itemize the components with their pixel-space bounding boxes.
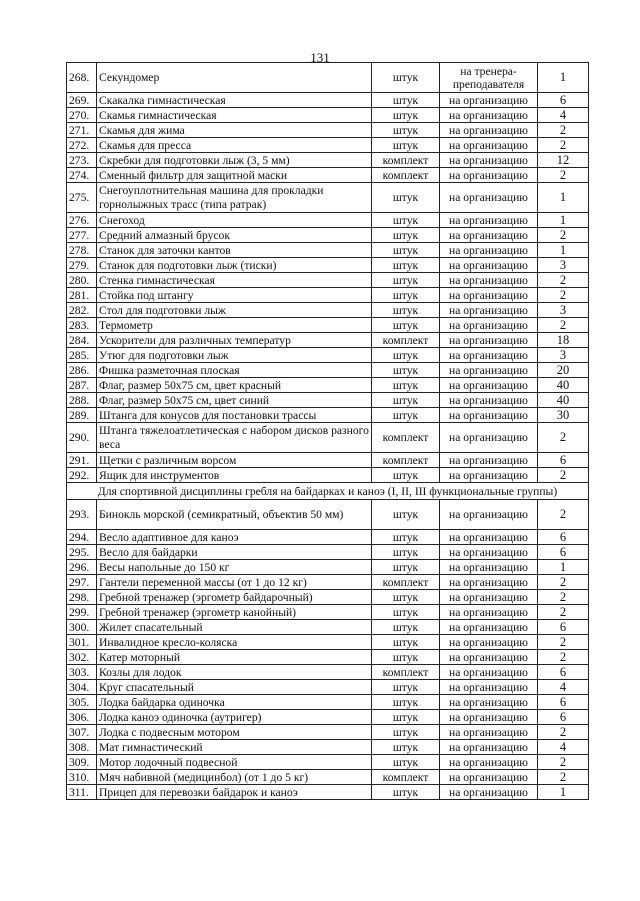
quantity-cell: 40: [538, 393, 589, 408]
row-number: 273.: [67, 153, 97, 168]
item-name: Станок для подготовки лыж (тиски): [97, 258, 372, 273]
norm-cell: на организацию: [440, 545, 538, 560]
quantity-cell: 30: [538, 408, 589, 423]
unit-cell: штук: [372, 530, 440, 545]
norm-cell: на организацию: [440, 228, 538, 243]
section-title: Для спортивной дисциплины гребля на байдарках и каноэ (I, II, III функциональные группы): [67, 483, 589, 500]
row-number: 269.: [67, 93, 97, 108]
quantity-cell: 2: [538, 575, 589, 590]
unit-cell: штук: [372, 363, 440, 378]
unit-cell: штук: [372, 650, 440, 665]
table-row: [67, 288, 589, 303]
table-row: [67, 393, 589, 408]
norm-cell: на организацию: [440, 680, 538, 695]
table-row: [67, 408, 589, 423]
unit-cell: штук: [372, 500, 440, 530]
item-name: Флаг, размер 50х75 см, цвет красный: [97, 378, 372, 393]
quantity-cell: 6: [538, 620, 589, 635]
row-number: 308.: [67, 740, 97, 755]
row-number: 274.: [67, 168, 97, 183]
item-name: Штанга для конусов для постановки трассы: [97, 408, 372, 423]
norm-cell: на организацию: [440, 468, 538, 483]
table-row: [67, 123, 589, 138]
norm-cell: на организацию: [440, 393, 538, 408]
norm-cell: на организацию: [440, 153, 538, 168]
table-row: [67, 183, 589, 213]
row-number: 288.: [67, 393, 97, 408]
item-name: Скребки для подготовки лыж (3, 5 мм): [97, 153, 372, 168]
row-number: 275.: [67, 183, 97, 213]
row-number: 306.: [67, 710, 97, 725]
quantity-cell: 2: [538, 635, 589, 650]
norm-cell: на организацию: [440, 575, 538, 590]
table-row: [67, 153, 589, 168]
norm-cell: на организацию: [440, 650, 538, 665]
norm-cell: на организацию: [440, 93, 538, 108]
quantity-cell: 6: [538, 695, 589, 710]
item-name: Весы напольные до 150 кг: [97, 560, 372, 575]
row-number: 276.: [67, 213, 97, 228]
norm-cell: на организацию: [440, 333, 538, 348]
unit-cell: штук: [372, 288, 440, 303]
item-name: Козлы для лодок: [97, 665, 372, 680]
norm-cell: на организацию: [440, 500, 538, 530]
table-row: [67, 575, 589, 590]
norm-cell: на организацию: [440, 123, 538, 138]
quantity-cell: 2: [538, 318, 589, 333]
table-row: [67, 213, 589, 228]
row-number: 307.: [67, 725, 97, 740]
unit-cell: штук: [372, 393, 440, 408]
table-row: [67, 348, 589, 363]
norm-cell: на организацию: [440, 348, 538, 363]
quantity-cell: 1: [538, 560, 589, 575]
table-row: [67, 258, 589, 273]
table-row: [67, 453, 589, 468]
unit-cell: штук: [372, 318, 440, 333]
row-number: 290.: [67, 423, 97, 453]
quantity-cell: 2: [538, 123, 589, 138]
section-header-row: [67, 483, 589, 500]
norm-cell: на организацию: [440, 213, 538, 228]
quantity-cell: 6: [538, 665, 589, 680]
norm-cell: на организацию: [440, 605, 538, 620]
table-row: [67, 755, 589, 770]
norm-cell: на организацию: [440, 408, 538, 423]
item-name: Прицеп для перевозки байдарок и каноэ: [97, 785, 372, 800]
quantity-cell: 4: [538, 680, 589, 695]
table-row: [67, 590, 589, 605]
unit-cell: штук: [372, 138, 440, 153]
item-name: Ящик для инструментов: [97, 468, 372, 483]
item-name: Лодка каноэ одиночка (аутригер): [97, 710, 372, 725]
unit-cell: штук: [372, 468, 440, 483]
quantity-cell: 6: [538, 710, 589, 725]
unit-cell: штук: [372, 273, 440, 288]
item-name: Гантели переменной массы (от 1 до 12 кг): [97, 575, 372, 590]
quantity-cell: 3: [538, 258, 589, 273]
unit-cell: штук: [372, 695, 440, 710]
quantity-cell: 2: [538, 423, 589, 453]
item-name: Скакалка гимнастическая: [97, 93, 372, 108]
item-name: Мяч набивной (медицинбол) (от 1 до 5 кг): [97, 770, 372, 785]
item-name: Флаг, размер 50х75 см, цвет синий: [97, 393, 372, 408]
unit-cell: комплект: [372, 575, 440, 590]
quantity-cell: 1: [538, 183, 589, 213]
table-row: [67, 93, 589, 108]
item-name: Фишка разметочная плоская: [97, 363, 372, 378]
row-number: 304.: [67, 680, 97, 695]
row-number: 292.: [67, 468, 97, 483]
norm-cell: на организацию: [440, 453, 538, 468]
item-name: Гребной тренажер (эргометр байдарочный): [97, 590, 372, 605]
unit-cell: штук: [372, 303, 440, 318]
row-number: 301.: [67, 635, 97, 650]
unit-cell: штук: [372, 725, 440, 740]
row-number: 298.: [67, 590, 97, 605]
quantity-cell: 1: [538, 785, 589, 800]
row-number: 270.: [67, 108, 97, 123]
quantity-cell: 2: [538, 228, 589, 243]
item-name: Штанга тяжелоатлетическая с набором дисков разного веса: [97, 423, 372, 453]
table-row: [67, 605, 589, 620]
table-row: [67, 545, 589, 560]
unit-cell: штук: [372, 258, 440, 273]
row-number: 310.: [67, 770, 97, 785]
table-row: [67, 725, 589, 740]
norm-cell: на организацию: [440, 378, 538, 393]
quantity-cell: 6: [538, 530, 589, 545]
quantity-cell: 6: [538, 453, 589, 468]
norm-cell: на организацию: [440, 665, 538, 680]
item-name: Бинокль морской (семикратный, объектив 50 мм): [97, 500, 372, 530]
norm-cell: на организацию: [440, 560, 538, 575]
unit-cell: штук: [372, 635, 440, 650]
norm-cell: на организацию: [440, 530, 538, 545]
norm-cell: на организацию: [440, 423, 538, 453]
table-row: [67, 273, 589, 288]
item-name: Гребной тренажер (эргометр канойный): [97, 605, 372, 620]
table-row: [67, 243, 589, 258]
norm-cell: на организацию: [440, 108, 538, 123]
page-number: 131: [310, 50, 330, 65]
quantity-cell: 18: [538, 333, 589, 348]
norm-cell: на организацию: [440, 138, 538, 153]
item-name: Скамья гимнастическая: [97, 108, 372, 123]
unit-cell: штук: [372, 213, 440, 228]
row-number: 271.: [67, 123, 97, 138]
table-row: [67, 228, 589, 243]
row-number: 294.: [67, 530, 97, 545]
unit-cell: штук: [372, 123, 440, 138]
item-name: Щетки с различным ворсом: [97, 453, 372, 468]
norm-cell: на организацию: [440, 590, 538, 605]
row-number: 296.: [67, 560, 97, 575]
norm-cell: на организацию: [440, 770, 538, 785]
table-row: [67, 423, 589, 453]
row-number: 286.: [67, 363, 97, 378]
quantity-cell: 3: [538, 303, 589, 318]
item-name: Мат гимнастический: [97, 740, 372, 755]
row-number: 280.: [67, 273, 97, 288]
item-name: Снегоход: [97, 213, 372, 228]
item-name: Жилет спасательный: [97, 620, 372, 635]
quantity-cell: 20: [538, 363, 589, 378]
unit-cell: штук: [372, 785, 440, 800]
unit-cell: штук: [372, 378, 440, 393]
table-row: [67, 318, 589, 333]
row-number: 278.: [67, 243, 97, 258]
row-number: 282.: [67, 303, 97, 318]
table-row: [67, 770, 589, 785]
item-name: Ускорители для различных температур: [97, 333, 372, 348]
row-number: 285.: [67, 348, 97, 363]
row-number: 284.: [67, 333, 97, 348]
quantity-cell: 6: [538, 93, 589, 108]
item-name: Весло для байдарки: [97, 545, 372, 560]
quantity-cell: 2: [538, 590, 589, 605]
equipment-table: [66, 62, 589, 800]
unit-cell: комплект: [372, 453, 440, 468]
table-row: [67, 740, 589, 755]
unit-cell: комплект: [372, 770, 440, 785]
item-name: Скамья для жима: [97, 123, 372, 138]
unit-cell: комплект: [372, 423, 440, 453]
norm-cell: на организацию: [440, 318, 538, 333]
unit-cell: штук: [372, 620, 440, 635]
item-name: Инвалидное кресло-коляска: [97, 635, 372, 650]
item-name: Круг спасательный: [97, 680, 372, 695]
table-row: [67, 680, 589, 695]
quantity-cell: 2: [538, 725, 589, 740]
unit-cell: комплект: [372, 168, 440, 183]
unit-cell: штук: [372, 63, 440, 93]
table-row: [67, 138, 589, 153]
table-row: [67, 665, 589, 680]
row-number: 295.: [67, 545, 97, 560]
norm-cell: на организацию: [440, 710, 538, 725]
norm-cell: на организацию: [440, 303, 538, 318]
item-name: Станок для заточки кантов: [97, 243, 372, 258]
unit-cell: штук: [372, 183, 440, 213]
unit-cell: штук: [372, 108, 440, 123]
unit-cell: штук: [372, 348, 440, 363]
table-row: [67, 468, 589, 483]
norm-cell: на организацию: [440, 755, 538, 770]
row-number: 291.: [67, 453, 97, 468]
table-row: [67, 620, 589, 635]
unit-cell: штук: [372, 93, 440, 108]
unit-cell: штук: [372, 680, 440, 695]
quantity-cell: 2: [538, 288, 589, 303]
quantity-cell: 4: [538, 740, 589, 755]
table-row: [67, 560, 589, 575]
unit-cell: штук: [372, 243, 440, 258]
item-name: Сменный фильтр для защитной маски: [97, 168, 372, 183]
norm-cell: на организацию: [440, 288, 538, 303]
row-number: 299.: [67, 605, 97, 620]
unit-cell: комплект: [372, 665, 440, 680]
table-row: [67, 303, 589, 318]
norm-cell: на организацию: [440, 273, 538, 288]
quantity-cell: 2: [538, 273, 589, 288]
norm-cell: на организацию: [440, 635, 538, 650]
unit-cell: штук: [372, 590, 440, 605]
quantity-cell: 12: [538, 153, 589, 168]
norm-cell: на тренера-преподавателя: [440, 63, 538, 93]
norm-cell: на организацию: [440, 620, 538, 635]
quantity-cell: 4: [538, 108, 589, 123]
norm-cell: на организацию: [440, 168, 538, 183]
table-row: [67, 378, 589, 393]
item-name: Утюг для подготовки лыж: [97, 348, 372, 363]
unit-cell: штук: [372, 710, 440, 725]
table-row: [67, 108, 589, 123]
item-name: Весло адаптивное для каноэ: [97, 530, 372, 545]
item-name: Стойка под штангу: [97, 288, 372, 303]
quantity-cell: 2: [538, 770, 589, 785]
norm-cell: на организацию: [440, 258, 538, 273]
item-name: Снегоуплотнительная машина для прокладки горнолыжных трасс (типа ратрак): [97, 183, 372, 213]
row-number: 303.: [67, 665, 97, 680]
norm-cell: на организацию: [440, 725, 538, 740]
row-number: 300.: [67, 620, 97, 635]
item-name: Скамья для пресса: [97, 138, 372, 153]
norm-cell: на организацию: [440, 695, 538, 710]
norm-cell: на организацию: [440, 785, 538, 800]
quantity-cell: 2: [538, 605, 589, 620]
unit-cell: штук: [372, 408, 440, 423]
item-name: Средний алмазный брусок: [97, 228, 372, 243]
row-number: 287.: [67, 378, 97, 393]
table-row: [67, 695, 589, 710]
table-row: [67, 635, 589, 650]
unit-cell: штук: [372, 560, 440, 575]
quantity-cell: 3: [538, 348, 589, 363]
table-row: [67, 333, 589, 348]
item-name: Стол для подготовки лыж: [97, 303, 372, 318]
quantity-cell: 6: [538, 545, 589, 560]
quantity-cell: 2: [538, 650, 589, 665]
norm-cell: на организацию: [440, 243, 538, 258]
row-number: 279.: [67, 258, 97, 273]
row-number: 268.: [67, 63, 97, 93]
item-name: Секундомер: [97, 63, 372, 93]
table-row: [67, 710, 589, 725]
row-number: 297.: [67, 575, 97, 590]
quantity-cell: 1: [538, 213, 589, 228]
norm-cell: на организацию: [440, 183, 538, 213]
quantity-cell: 2: [538, 500, 589, 530]
row-number: 289.: [67, 408, 97, 423]
quantity-cell: 2: [538, 468, 589, 483]
item-name: Термометр: [97, 318, 372, 333]
table-row: [67, 168, 589, 183]
item-name: Катер моторный: [97, 650, 372, 665]
norm-cell: на организацию: [440, 363, 538, 378]
quantity-cell: 1: [538, 63, 589, 93]
table-row: [67, 785, 589, 800]
unit-cell: штук: [372, 740, 440, 755]
norm-cell: на организацию: [440, 740, 538, 755]
table-row: [67, 63, 589, 93]
unit-cell: штук: [372, 605, 440, 620]
row-number: 281.: [67, 288, 97, 303]
quantity-cell: 2: [538, 168, 589, 183]
item-name: Мотор лодочный подвесной: [97, 755, 372, 770]
item-name: Лодка с подвесным мотором: [97, 725, 372, 740]
row-number: 293.: [67, 500, 97, 530]
table-row: [67, 650, 589, 665]
row-number: 311.: [67, 785, 97, 800]
row-number: 277.: [67, 228, 97, 243]
table-row: [67, 530, 589, 545]
unit-cell: штук: [372, 228, 440, 243]
row-number: 309.: [67, 755, 97, 770]
quantity-cell: 2: [538, 755, 589, 770]
row-number: 283.: [67, 318, 97, 333]
row-number: 302.: [67, 650, 97, 665]
unit-cell: штук: [372, 755, 440, 770]
unit-cell: комплект: [372, 153, 440, 168]
item-name: Лодка байдарка одиночка: [97, 695, 372, 710]
quantity-cell: 40: [538, 378, 589, 393]
table-row: [67, 363, 589, 378]
row-number: 305.: [67, 695, 97, 710]
quantity-cell: 1: [538, 243, 589, 258]
quantity-cell: 2: [538, 138, 589, 153]
unit-cell: комплект: [372, 333, 440, 348]
table-row: [67, 500, 589, 530]
unit-cell: штук: [372, 545, 440, 560]
item-name: Стенка гимнастическая: [97, 273, 372, 288]
row-number: 272.: [67, 138, 97, 153]
